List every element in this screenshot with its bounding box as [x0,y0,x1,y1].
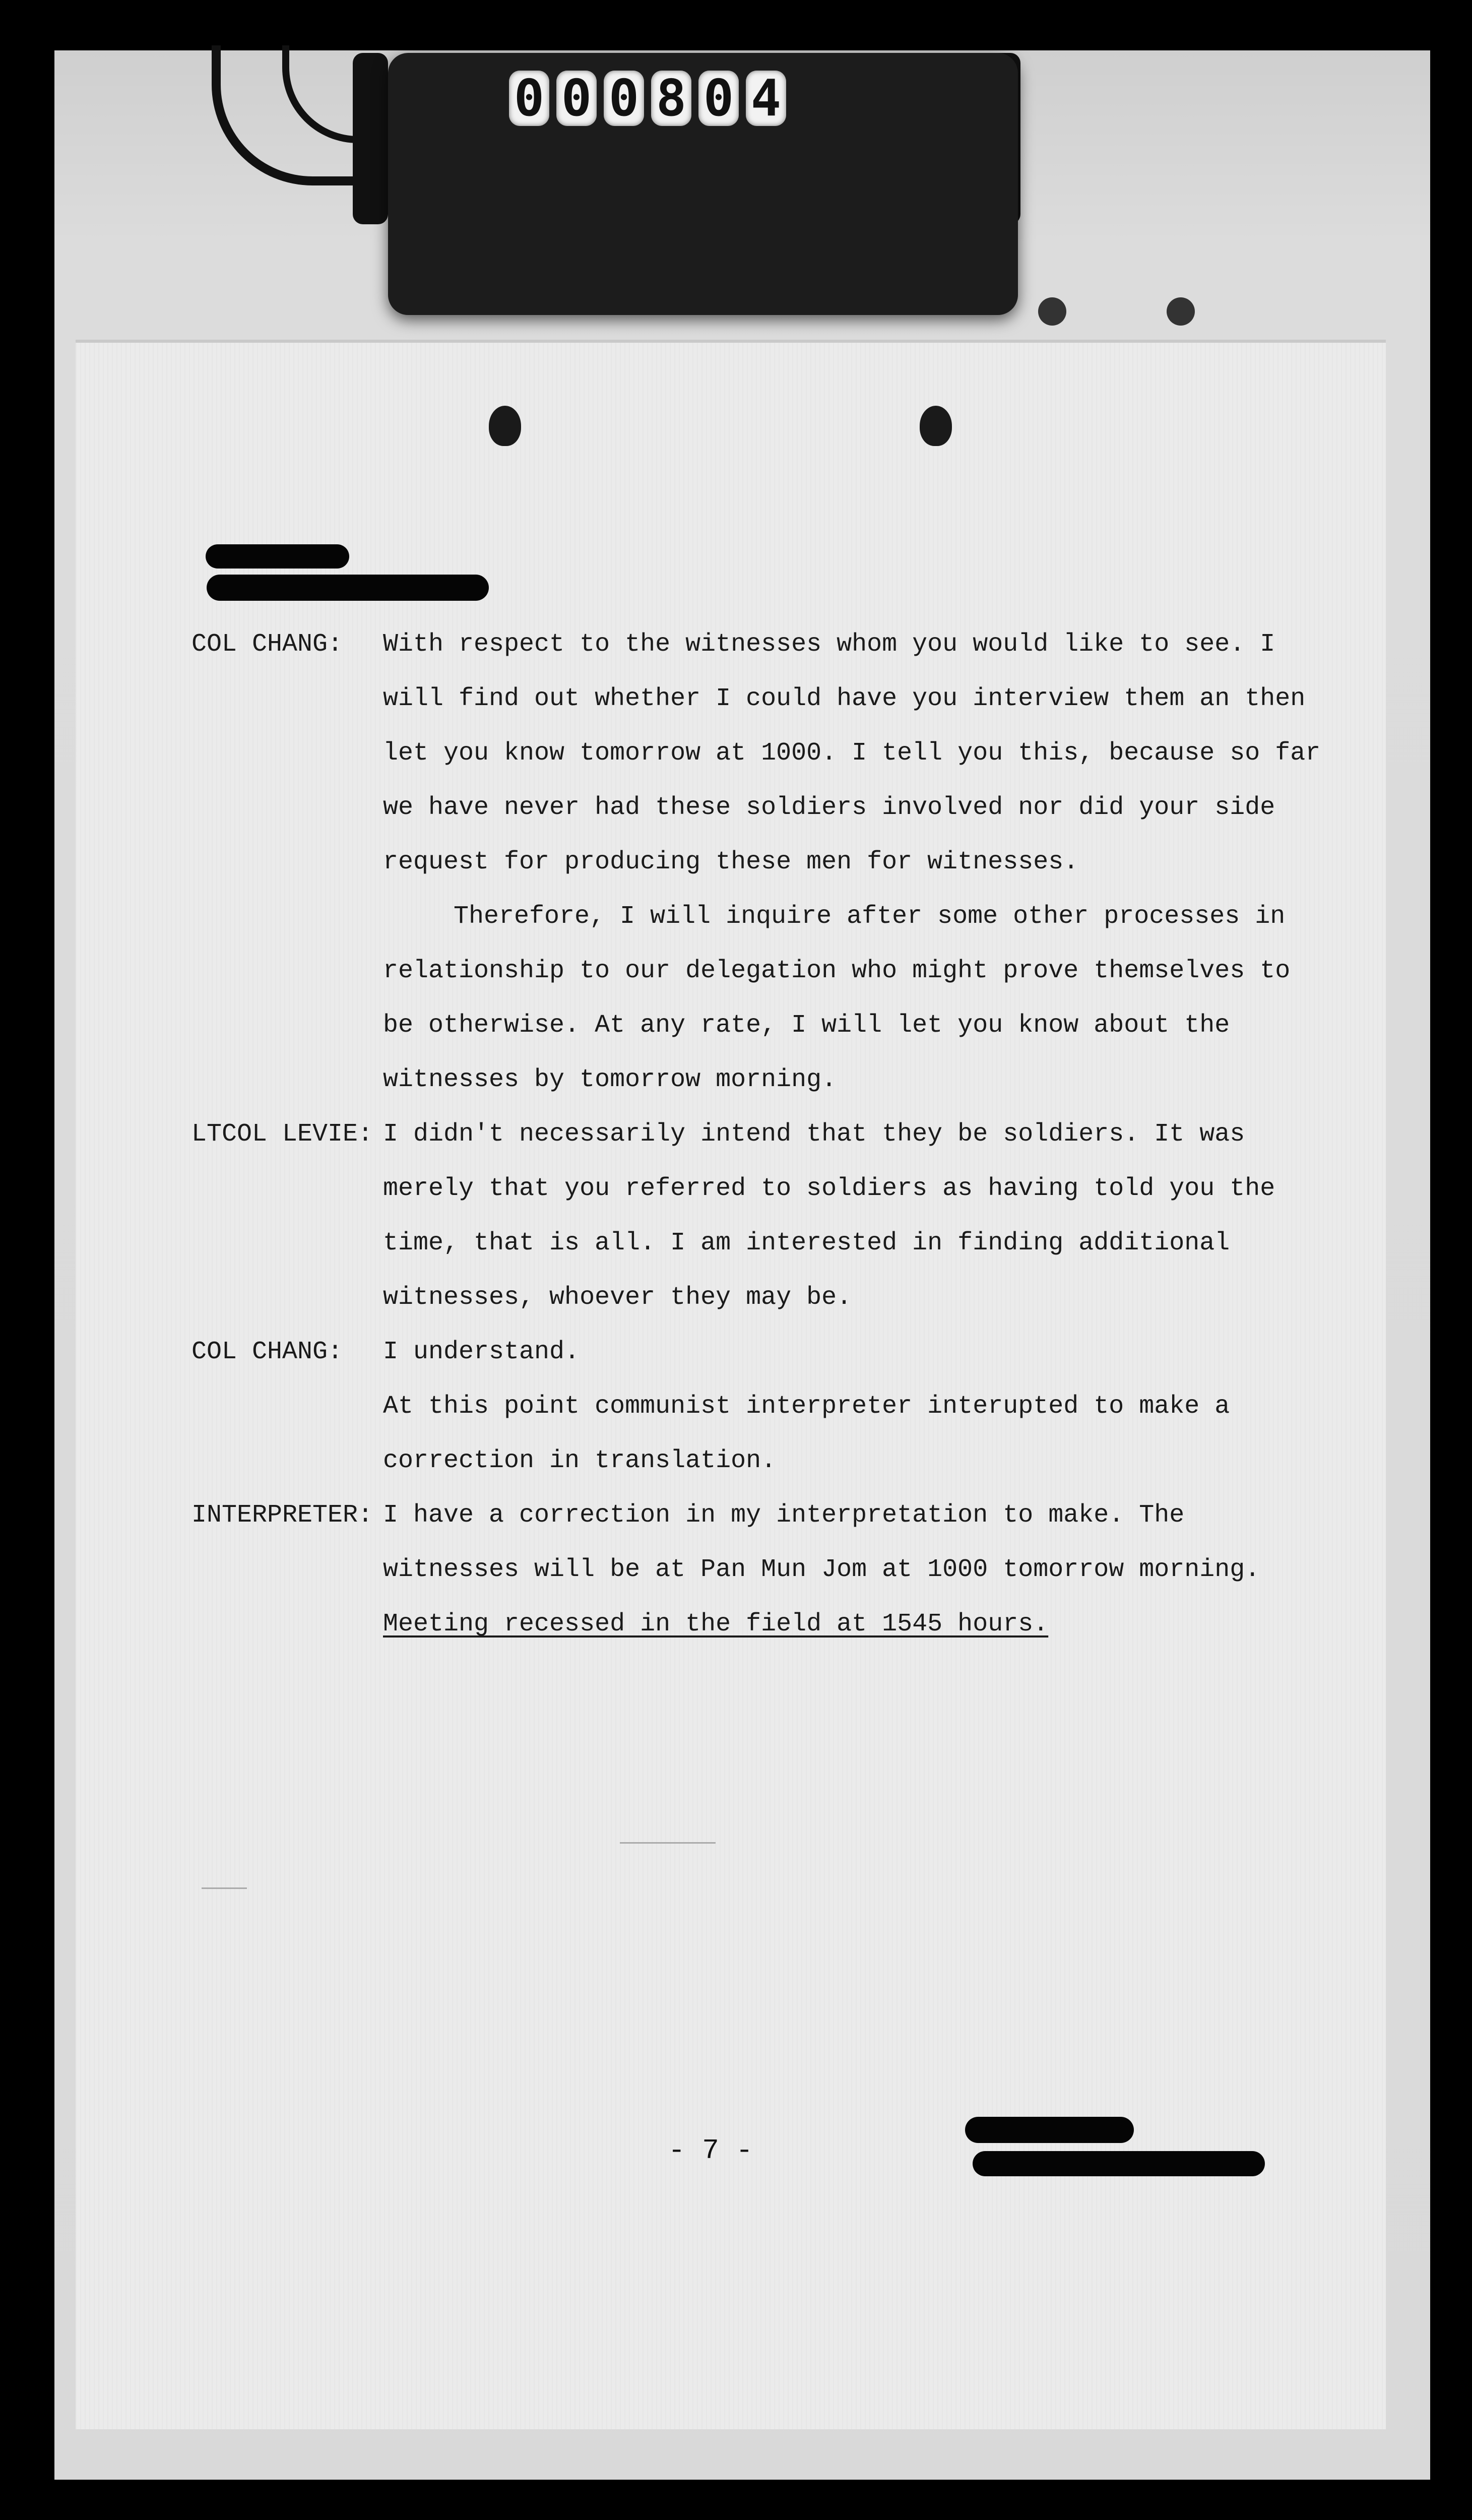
speech-paragraph: With respect to the witnesses whom you would like to see. I will find out whether I could have you interview them an then let you know tomorrow at 1000. I tell you this, because so far we have never had these soldiers involved nor did your side request for producing these men for witnesses. [383,630,1321,876]
counter-digit: 4 [746,71,786,126]
redaction-bar-top [206,544,349,569]
speaker-label: INTERPRETER: [191,1501,373,1530]
dialogue-entry [191,1325,1330,1488]
counter-side-left [353,53,388,224]
speech-paragraph: Therefore, I will inquire after some other processes in relationship to our delegation who might prove themselves to be otherwise. At any rate, I will let you know about the witnesses by tomorrow morning. [383,902,1291,1094]
recess-note-text: Meeting recessed in the field at 1545 hours. [383,1610,1049,1639]
punch-hole [489,406,521,446]
counter-digit: 0 [509,71,549,126]
speech-text [383,1488,1330,1652]
speech-text [383,1107,1330,1325]
redaction-bar-bottom [965,2117,1134,2143]
speech-text [383,617,1330,1107]
counter-screw [1167,297,1195,326]
counter-digit: 0 [556,71,597,126]
frame-counter-digits [509,71,786,126]
recess-note [383,1597,1330,1652]
counter-digit: 8 [651,71,691,126]
speech-paragraph: I understand. [383,1338,580,1366]
dialogue-entry [191,1107,1330,1325]
speech-paragraph: I have a correction in my interpretation to make. The witnesses will be at Pan Mun Jom at 1000 tomorrow morning. [383,1501,1260,1584]
counter-digit: 0 [604,71,644,126]
speech-paragraph: I didn't necessarily intend that they be soldiers. It was merely that you referred to soldiers as having told you the time, that is all. I am interested in finding additional witnesses, whoever they may be. [383,1120,1275,1312]
punch-hole [920,406,952,446]
paper-scratch [202,1887,247,1889]
dialogue-entry [191,617,1330,1107]
speech-text [383,1325,1330,1488]
counter-screw [1038,297,1066,326]
transcript-body [191,617,1330,1652]
redaction-bar-bottom [973,2151,1265,2176]
redaction-bar-top [207,575,489,601]
stage-note: At this point communist interpreter interupted to make a correction in translation. [383,1392,1230,1475]
paper-scratch [620,1842,716,1844]
page-number: - 7 - [668,2134,753,2167]
counter-digit: 0 [698,71,739,126]
speaker-label: COL CHANG: [191,630,343,659]
speaker-label: COL CHANG: [191,1338,343,1366]
dialogue-entry [191,1488,1330,1652]
speaker-label: LTCOL LEVIE: [191,1120,373,1149]
